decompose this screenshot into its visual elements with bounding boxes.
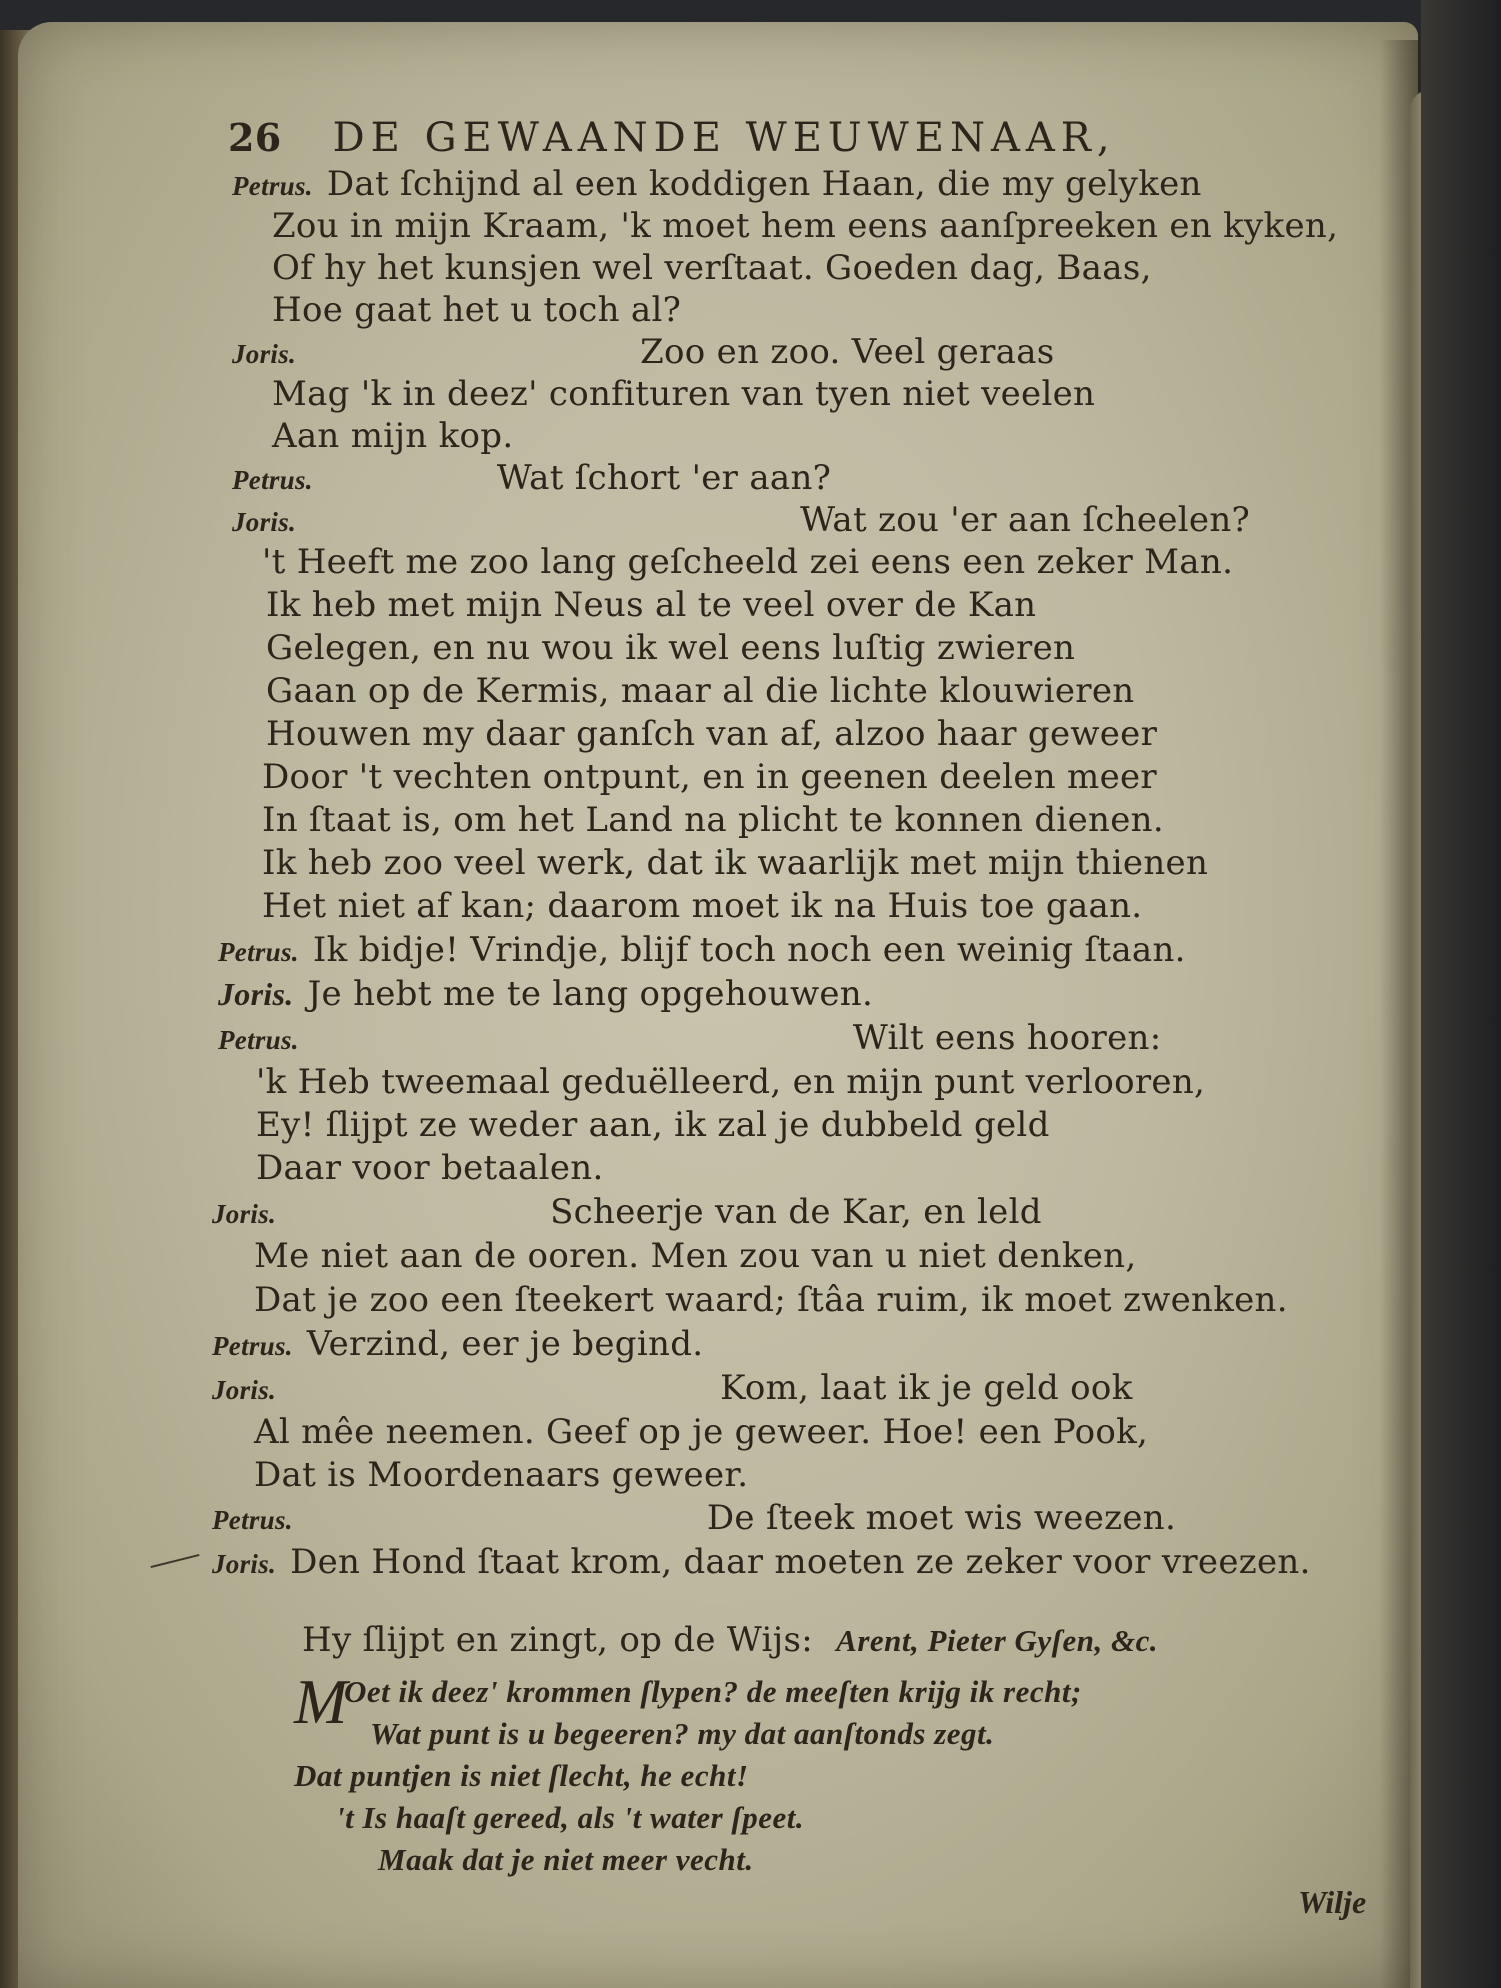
page-number: 26 <box>228 115 282 160</box>
verse-text: Ik heb zoo veel werk, dat ik waarlijk met mijn thienen <box>262 843 1209 883</box>
verse-line <box>254 1455 748 1495</box>
speaker-name: Petrus. <box>218 937 299 967</box>
pencil-mark <box>151 1554 200 1568</box>
verse-line <box>262 843 1208 883</box>
verse-text: Ik bidje! Vrindje, blijf toch noch een weinig ſtaan. <box>312 930 1186 970</box>
speaker-name: Joris. <box>212 1199 277 1229</box>
verse-text: Je hebt me te lang opgehouwen. <box>307 974 874 1014</box>
verse-line <box>272 416 513 456</box>
verse-text: Houwen my daar ganſch van af, alzoo haar geweer <box>266 714 1158 754</box>
verse-line <box>266 714 1157 754</box>
song-text: 't Is haaſt gereed, als 't water ſpeet. <box>336 1800 805 1835</box>
verse-text: Mag 'k in deez' confituren van tyen niet veelen <box>272 374 1096 414</box>
verse-text: Wat zou 'er aan ſcheelen? <box>800 500 1251 540</box>
speaker-name: Joris. <box>232 339 297 369</box>
verse-line <box>212 1368 1133 1410</box>
speaker-name: Petrus. <box>212 1331 293 1361</box>
speaker-name: Joris. <box>218 976 294 1012</box>
verse-line <box>272 206 1338 246</box>
verse-text: Dat je zoo een ſteekert waard; ſtâa ruim, ik moet zwenken. <box>254 1280 1288 1320</box>
verse-text: Wat ſchort 'er aan? <box>496 458 832 498</box>
verse-line <box>256 1105 1050 1145</box>
verse-line <box>212 1542 1311 1584</box>
speaker-name: Petrus. <box>212 1505 293 1535</box>
catchword: Wilje <box>1298 1884 1367 1920</box>
verse-text: Me niet aan de ooren. Men zou van u niet denken, <box>254 1236 1137 1276</box>
speaker-name: Petrus. <box>232 465 313 495</box>
verse-line <box>232 332 1055 374</box>
verse-line <box>218 1018 1162 1060</box>
verse-line <box>266 628 1075 668</box>
verse-line <box>212 1192 1042 1234</box>
song-text: Dat puntjen is niet ſlecht, he echt! <box>294 1758 749 1793</box>
verse-text: Al mêe neemen. Geef op je geweer. Hoe! een Pook, <box>254 1412 1149 1452</box>
verse-text: 't Heeft me zoo lang geſcheeld zei eens een zeker Man. <box>262 542 1234 582</box>
verse-line <box>272 374 1095 414</box>
verse-line <box>212 1324 703 1366</box>
verse-line <box>212 1498 1176 1540</box>
speaker-name: Joris. <box>232 507 297 537</box>
song-line <box>378 1840 754 1880</box>
verse-text: Zou in mijn Kraam, 'k moet hem eens aanſpreeken en kyken, <box>272 206 1339 246</box>
verse-line <box>254 1412 1148 1452</box>
verse-text: Of hy het kunsjen wel verſtaat. Goeden dag, Baas, <box>272 248 1152 288</box>
verse-text: Het niet af kan; daarom moet ik na Huis toe gaan. <box>262 886 1143 926</box>
verse-line <box>232 164 1202 206</box>
drop-cap: M <box>294 1666 348 1737</box>
verse-line <box>262 542 1233 582</box>
verse-line <box>232 500 1250 542</box>
verse-text: Gelegen, en nu wou ik wel eens luſtig zwieren <box>266 628 1076 668</box>
verse-text: Wilt eens hooren: <box>852 1018 1162 1058</box>
verse-line <box>262 757 1157 797</box>
verse-text: Hoe gaat het u toch al? <box>272 290 682 330</box>
verse-line <box>254 1236 1136 1276</box>
verse-line <box>272 248 1152 288</box>
verse-text: Kom, laat ik je geld ook <box>720 1368 1133 1408</box>
page-title: DE GEWAANDE WEUWENAAR, <box>332 115 1116 161</box>
verse-text: Ik heb met mijn Neus al te veel over de Kan <box>266 585 1037 625</box>
stage-direction <box>302 1620 1158 1661</box>
verse-text: Den Hond ſtaat krom, daar moeten ze zeker voor vreezen. <box>290 1542 1311 1582</box>
verse-text: Ey! ſlijpt ze weder aan, ik zal je dubbeld geld <box>256 1105 1050 1145</box>
verse-text: Verzind, eer je begind. <box>306 1324 704 1364</box>
tune-name: Arent, Pieter Gyſen, &c. <box>836 1623 1159 1658</box>
verse-line <box>262 886 1142 926</box>
speaker-name: Joris. <box>212 1549 277 1579</box>
speaker-name: Petrus. <box>232 171 313 201</box>
speaker-name: Joris. <box>212 1375 277 1405</box>
verse-line <box>266 585 1036 625</box>
verse-line <box>272 290 681 330</box>
verse-line <box>232 458 831 500</box>
song-line <box>294 1756 749 1796</box>
verse-text: Aan mijn kop. <box>272 416 514 456</box>
speaker-name: Petrus. <box>218 1025 299 1055</box>
verse-line <box>256 1148 604 1188</box>
verse-text: Door 't vechten ontpunt, en in geenen deelen meer <box>262 757 1157 797</box>
verse-line <box>218 974 873 1014</box>
running-header <box>228 115 1116 161</box>
verse-line <box>262 800 1164 840</box>
song-text: Maak dat je niet meer vecht. <box>378 1842 754 1877</box>
stage-direction-text: Hy ſlijpt en zingt, op de Wijs: <box>302 1620 814 1660</box>
verse-line <box>256 1062 1205 1102</box>
verse-text: In ſtaat is, om het Land na plicht te konnen dienen. <box>262 800 1164 840</box>
verse-text: Dat is Moordenaars geweer. <box>254 1455 749 1495</box>
verse-text: 'k Heb tweemaal geduëlleerd, en mijn punt verlooren, <box>256 1062 1206 1102</box>
song-line <box>370 1714 994 1754</box>
verse-text: De ſteek moet wis weezen. <box>706 1498 1177 1538</box>
verse-line <box>254 1280 1288 1320</box>
verse-text: Zoo en zoo. Veel geraas <box>640 332 1055 372</box>
verse-text: Dat ſchijnd al een koddigen Haan, die my gelyken <box>326 164 1202 204</box>
song-text: Oet ik deez' krommen ſlypen? de meeſten krijg ik recht; <box>344 1674 1082 1709</box>
song-line <box>336 1798 804 1838</box>
verse-text: Scheerje van de Kar, en leld <box>550 1192 1042 1232</box>
verse-line <box>218 930 1186 972</box>
song-text: Wat punt is u begeeren? my dat aanſtonds zegt. <box>370 1716 995 1751</box>
verse-text: Gaan op de Kermis, maar al die lichte klouwieren <box>266 671 1135 711</box>
verse-line <box>266 671 1134 711</box>
song-line <box>344 1672 1082 1712</box>
verse-text: Daar voor betaalen. <box>256 1148 604 1188</box>
